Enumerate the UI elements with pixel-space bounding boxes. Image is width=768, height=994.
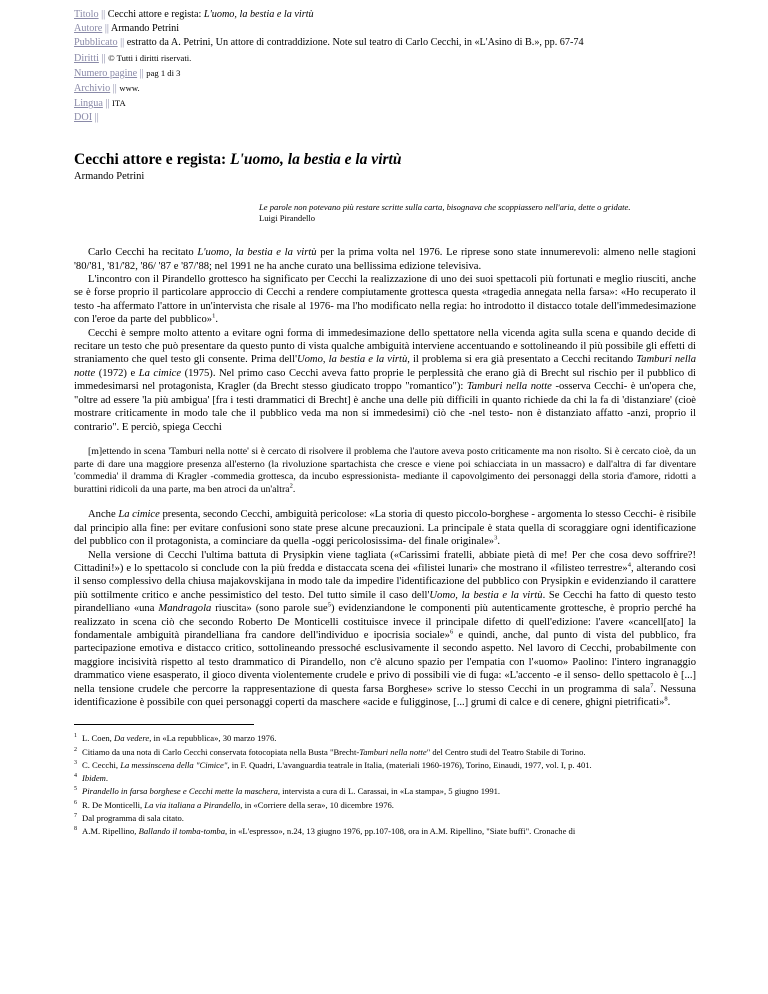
meta-doi-row: DOI ||	[74, 112, 99, 124]
footnote-ref[interactable]: 3	[494, 534, 498, 542]
meta-archive-link[interactable]: Archivio	[74, 83, 111, 95]
footnote-ref[interactable]: 4	[627, 561, 631, 569]
footnote-ref[interactable]: 5	[327, 601, 331, 609]
article-author: Armando Petrini	[74, 170, 145, 182]
meta-published-link[interactable]: Pubblicato	[74, 37, 118, 49]
meta-author-link[interactable]: Autore	[74, 23, 103, 35]
block-quote: [m]ettendo in scena 'Tamburi nella notte' si è cercato di risolvere il problema che l'autore aveva posto criticamente ma non risolto. Si è cercato cioè, da un parte di dare una maggiore presenza all'esterno (la rivoluzione spartachista che cresce e viene poi schiacciata in un massacro) e dall'altra di far diventare 'commedia' il dramma di Kragler -commedia grottesca, da incubo espressionista- mediante il capovolgimento dei personaggi della storia d'amore, ridotti a burattini ridicoli da una parte, ma ben atroci da un'altra$^2$.	[74, 445, 696, 495]
meta-pages-link[interactable]: Numero pagine	[74, 67, 138, 79]
footnote-ref[interactable]: 8	[664, 695, 668, 703]
footnote-6: 6 R. De Monticelli, La via italiana a Pirandello, in «Corriere della sera», 10 dicembre 1976.	[74, 799, 394, 810]
meta-title-link[interactable]: Titolo	[74, 9, 99, 20]
footnote-8: 8 A.M. Ripellino, Ballando il tomba-tomba, in «L'espresso», n.24, 13 giugno 1976, pp.107-108, ora in A.M. Ripellino, "Siate buffi". Cronache di	[74, 826, 576, 837]
footnote-5: 5 Pirandello in farsa borghese e Cecchi mette la maschera, intervista a cura di L. Carassai, in «La stampa», 5 giugno 1991.	[74, 786, 501, 797]
footnote-divider	[74, 724, 254, 725]
epigraph-source: Luigi Pirandello	[259, 212, 316, 223]
meta-rights-row: Diritti || © Tutti i diritti riservati.	[74, 52, 192, 64]
meta-language-row: Lingua || ITA	[74, 98, 126, 110]
meta-title-row: Titolo || Cecchi attore e regista: L'uomo, la bestia e la virtù	[74, 9, 314, 20]
footnote-1: 1 L. Coen, Da vedere, in «La repubblica», 30 marzo 1976.	[74, 733, 277, 744]
footnote-ref[interactable]: 2	[289, 482, 293, 490]
footnote-3: 3 C. Cecchi, La messinscena della "Cimice", in F. Quadri, L'avanguardia teatrale in Italia, (materiali 1960-1976), Torino, Einaudi, 1977, vol. I, p. 401.	[74, 759, 592, 770]
epigraph-quote: Le parole non potevano più restare scritte sulla carta, bisognava che scoppiassero nell'aria, dette o gridate.	[259, 201, 631, 212]
meta-pages-row: Numero pagine || pag 1 di 3	[74, 67, 181, 79]
footnote-ref[interactable]: 1	[212, 312, 216, 320]
paragraph-4: Anche La cimice presenta, secondo Cecchi, ambiguità pericolose: «La storia di questo piccolo-borghese - argomenta lo stesso Cecchi- è risibile dal principio alla fine: per evitare confusioni sono state prese alcune precauzioni. La principale è stata quella di scoraggiare ogni identificazione del pubblico con il protagonista, a cominciare da quella -oggi pericolosissima- del finale originale»$^3$.	[74, 509, 697, 548]
meta-published-row: Pubblicato || estratto da A. Petrini, Un attore di contraddizione. Note sul teatro di Carlo Cecchi, in «L'Asino di B.», pp. 67-74	[74, 37, 584, 49]
article-body	[74, 246, 696, 709]
epigraph	[259, 202, 696, 225]
article-title: Cecchi attore e regista: L'uomo, la bestia e la virtù	[74, 150, 402, 168]
footnote-2: 2 Citiamo da una nota di Carlo Cecchi conservata fotocopiata nella Busta "Brecht-Tamburi nella notte" del Centro studi del Teatro Stabile di Torino.	[74, 746, 586, 757]
document-page	[74, 8, 696, 838]
footnote-ref[interactable]: 7	[650, 682, 654, 690]
meta-archive-row: Archivio || www.	[74, 83, 140, 95]
footnote-7: 7 Dal programma di sala citato.	[74, 812, 184, 823]
meta-doi-link[interactable]: DOI	[74, 112, 93, 124]
paragraph-2: L'incontro con il Pirandello grottesco ha significato per Cecchi la realizzazione di uno dei suoi spettacoli più fortunati e meglio riusciti, anche se è forse proprio il particolare approccio di Cecchi a rendere compiutamente grottesca questa «tragedia annegata nella farsa»: «Ho recuperato il testo -ha affermato l'attore in un'intervista che risale al 1976- ma l'ho modificato nella regia: ho introdotto il distacco totale dell'immedesimazione con l'eroe da parte del pubblico»$^1$.	[74, 274, 696, 326]
footnote-ref[interactable]: 6	[449, 628, 454, 636]
meta-language-link[interactable]: Lingua	[74, 98, 103, 110]
paragraph-1: Carlo Cecchi ha recitato L'uomo, la bestia e la virtù per la prima volta nel 1976. Le riprese sono state innumerevoli: almeno nelle stagioni '80/'81, '81/'82, '86/ '87 e '87/'88; nel 1991 ne ha anche curato una bellissima edizione televisiva.	[74, 247, 696, 272]
meta-author-row: Autore || Armando Petrini	[74, 23, 180, 35]
paragraph-5: Nella versione di Cecchi l'ultima battuta di Prysipkin viene tagliata («Carissimi fratelli, abbiate pietà di me! Per che cosa devo soffrire?! Cittadini!») e lo spettacolo si conclude con la più fredda e distaccata scena dei «filistei lunari» che mostrano il «filisteo terrestre»$^4$, alterando così il senso complessivo della chiusa majakovskijana in modo tale da impedire l'identificazione del pubblico con Prysipkin e evidenziando il carattere più sottilmente critico e anche pessimistico del testo. Del tutto simile il caso dell'Uomo, la bestia e la virtù. Se Cecchi ha fatto di questo testo pirandelliano «una Mandragola riuscita» (sono parole sue$^5$) evidenziandone le componenti più autenticamente grottesche, è proprio perché ha realizzato in scena ciò che secondo Roberto De Monticelli costituisce invece il principale difetto di quell'edizione: l'avere «cancell[ato] la fondamentale ambiguità pirandelliana fra candore dell'individuo e ipocrisia sociale»$^6$ e quindi, anche, dal punto di vista del pubblico, fra partecipazione emotiva e distacco critico, sottolineando pressoché esclusivamente il secondo aspetto. Nel lavoro di Cecchi, probabilmente con maggiore incisività rispetto al testo drammatico di Pirandello, non c'è alcuno spazio per l'empatia con l'«uomo» Paolino: l'intero ingranaggio drammatico viene esasperato, il gioco diventa violentemente crudele e privo di possibili vie di fuga: «L'accento -e il senso- dello spettacolo è [...] nella tensione crudele che percorre la rappresentazione di questa farsa Borghese» scrive lo stesso Cecchi in un programma di sala$^7$. Nessuna identificazione è possibile con quei personaggi coperti da maschere «acide e fuligginose, [...] grumi di calce e di cenere, ghigni pietrificati»$^8$.	[74, 549, 697, 708]
meta-rights-link[interactable]: Diritti	[74, 52, 99, 64]
metadata-block	[74, 8, 696, 126]
footnotes	[74, 731, 696, 837]
paragraph-3: Cecchi è sempre molto attento a evitare ogni forma di immedesimazione dello spettatore nella vicenda agita sulla scena e quando decide di recitare un testo che può presentare da questo punto di vista qualche ambiguità interviene accentuando e sottolineando il più possibile gli effetti di straniamento che quel testo gli consente. Prima dell'Uomo, la bestia e la virtù, il problema si era già presentato a Cecchi recitando Tamburi nella notte (1972) e La cimice (1975). Nel primo caso Cecchi aveva fatto proprie le perplessità che erano già di Brecht sul rischio per il pubblico di immedesimarsi nel protagonista, Kragler (da Brecht stesso giudicato troppo "romantico"): Tamburi nella notte -osserva Cecchi- è un'opera che, "oltre ad essere 'la più ambigua' [fra i testi drammatici di Brecht] è anche una delle più difficili in quanto richiede da chi la fa di 'distanziare' (cioè mostrare criticamente in modo tale che il pubblico veda ma non si immedesimi) ciò che -nel testo- non è distanziato affatto -anzi, proprio il contrario". E perciò, spiega Cecchi	[74, 327, 697, 433]
footnote-4: 4 Ibidem.	[74, 773, 109, 784]
